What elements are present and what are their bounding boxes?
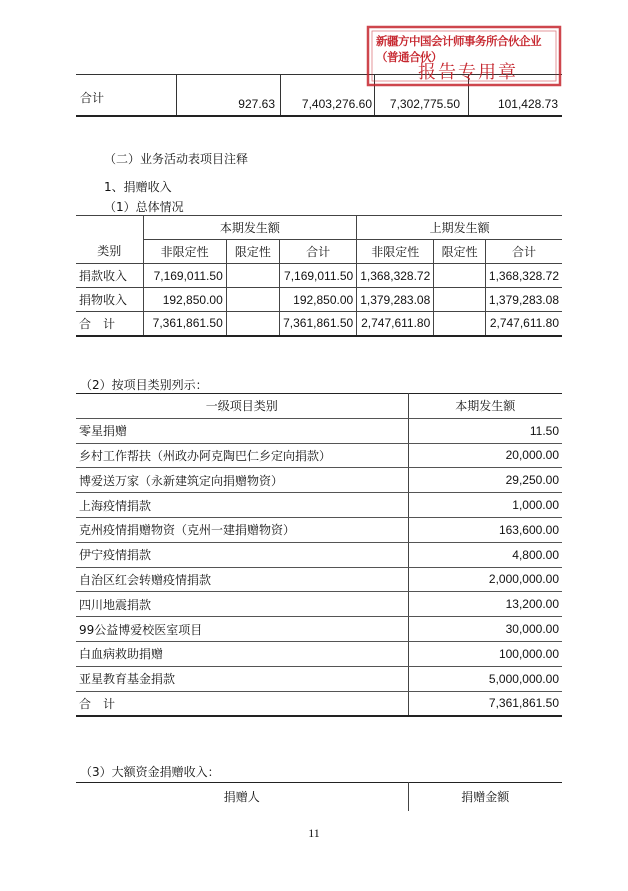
table-row (76, 443, 562, 468)
total-value-4: 101,428.73 (497, 97, 558, 111)
item-amount: 5,000,000.00 (408, 666, 562, 691)
item-amount: 100,000.00 (408, 641, 562, 666)
item-amount: 30,000.00 (408, 617, 562, 642)
item-name: 四川地震捐款 (76, 592, 408, 617)
header-amount: 本期发生额 (408, 394, 562, 419)
header-prev-unrestricted: 非限定性 (357, 240, 434, 264)
table-row (76, 418, 562, 443)
total-cell-2 (280, 75, 374, 115)
prev-total: 2,747,611.80 (485, 312, 562, 336)
header-cur-total: 合计 (280, 240, 357, 264)
row-category: 捐款收入 (76, 264, 143, 288)
cur-unrestricted: 192,850.00 (143, 288, 226, 312)
page-number: 11 (308, 826, 320, 840)
large-donation-table (76, 782, 562, 811)
header-category: 类别 (76, 216, 143, 264)
prev-restricted (434, 264, 486, 288)
header-cur-unrestricted: 非限定性 (143, 240, 226, 264)
item-amount: 13,200.00 (408, 592, 562, 617)
total-label: 合计 (80, 91, 105, 105)
prev-total: 1,379,283.08 (485, 288, 562, 312)
header-current-period: 本期发生额 (143, 216, 357, 240)
seal-firm-name: 新疆方中国会计师事务所合伙企业（普通合伙） (376, 34, 541, 64)
table-row (76, 288, 562, 312)
prev-unrestricted: 1,379,283.08 (357, 288, 434, 312)
table-row (76, 592, 562, 617)
table-row (76, 468, 562, 493)
large-donation-title: （3）大额资金捐赠收入： (80, 765, 220, 779)
item-amount: 29,250.00 (408, 468, 562, 493)
item-name: 99公益博爱校医室项目 (76, 617, 408, 642)
header-previous-period: 上期发生额 (357, 216, 562, 240)
prev-unrestricted: 1,368,328.72 (357, 264, 434, 288)
total-value-3: 7,302,775.50 (389, 97, 460, 111)
cur-total: 192,850.00 (280, 288, 357, 312)
header-cur-restricted: 限定性 (226, 240, 279, 264)
prev-total: 1,368,328.72 (485, 264, 562, 288)
table-header-row (76, 783, 562, 811)
table-row (76, 264, 562, 288)
item-amount: 2,000,000.00 (408, 567, 562, 592)
total-label: 合 计 (76, 691, 408, 716)
audit-report-seal (366, 25, 562, 87)
item-amount: 4,800.00 (408, 542, 562, 567)
header-donor: 捐赠人 (223, 790, 260, 805)
row-category: 捐物收入 (76, 288, 143, 312)
item-amount: 1,000.00 (408, 493, 562, 518)
total-cell-1 (176, 75, 280, 115)
cur-total: 7,361,861.50 (280, 312, 357, 336)
item-name: 自治区红会转赠疫情捐款 (76, 567, 408, 592)
item-amount: 11.50 (408, 418, 562, 443)
by-project-title: （2）按项目类别列示： (80, 378, 208, 392)
prev-restricted (434, 312, 486, 336)
table-header-row (76, 394, 562, 419)
item-name: 博爱送万家（永新建筑定向捐赠物资） (76, 468, 408, 493)
table-subheader-row (76, 240, 562, 264)
table-row (76, 617, 562, 642)
prev-restricted (434, 288, 486, 312)
item-amount: 20,000.00 (408, 443, 562, 468)
item-amount: 163,600.00 (408, 517, 562, 542)
table-row (76, 542, 562, 567)
table-row (76, 567, 562, 592)
cur-unrestricted: 7,361,861.50 (143, 312, 226, 336)
donation-by-project-table (76, 393, 562, 717)
seal-label: 报告专用章 (418, 62, 518, 83)
donation-overview-table (76, 215, 562, 337)
table-header-row (76, 216, 562, 240)
item-name: 零星捐赠 (76, 418, 408, 443)
item-name: 上海疫情捐款 (76, 493, 408, 518)
table-row (76, 641, 562, 666)
header-prev-restricted: 限定性 (434, 240, 486, 264)
total-value-1: 927.63 (238, 97, 275, 111)
item-name: 白血病救助捐赠 (76, 641, 408, 666)
table-total-row (76, 691, 562, 716)
section-title: （二）业务活动表项目注释 (104, 152, 249, 166)
item-name: 伊宁疫情捐款 (76, 542, 408, 567)
table-row (76, 493, 562, 518)
overview-title: （1）总体情况 (104, 200, 184, 214)
prev-unrestricted: 2,747,611.80 (357, 312, 434, 336)
donation-income-title: 1、捐赠收入 (104, 180, 172, 194)
cur-restricted (226, 288, 279, 312)
item-name: 亚星教育基金捐款 (76, 666, 408, 691)
table-row (76, 517, 562, 542)
cur-restricted (226, 264, 279, 288)
cur-unrestricted: 7,169,011.50 (143, 264, 226, 288)
row-category: 合 计 (76, 312, 143, 336)
cur-restricted (226, 312, 279, 336)
table-row (76, 666, 562, 691)
item-name: 克州疫情捐赠物资（克州一建捐赠物资） (76, 517, 408, 542)
total-amount: 7,361,861.50 (408, 691, 562, 716)
header-prev-total: 合计 (485, 240, 562, 264)
table-row (76, 312, 562, 336)
total-value-2: 7,403,276.60 (301, 97, 372, 111)
cur-total: 7,169,011.50 (280, 264, 357, 288)
header-donation-amount: 捐赠金额 (408, 783, 562, 811)
header-item: 一级项目类别 (76, 394, 408, 419)
item-name: 乡村工作帮扶（州政办阿克陶巴仁乡定向捐款） (76, 443, 408, 468)
